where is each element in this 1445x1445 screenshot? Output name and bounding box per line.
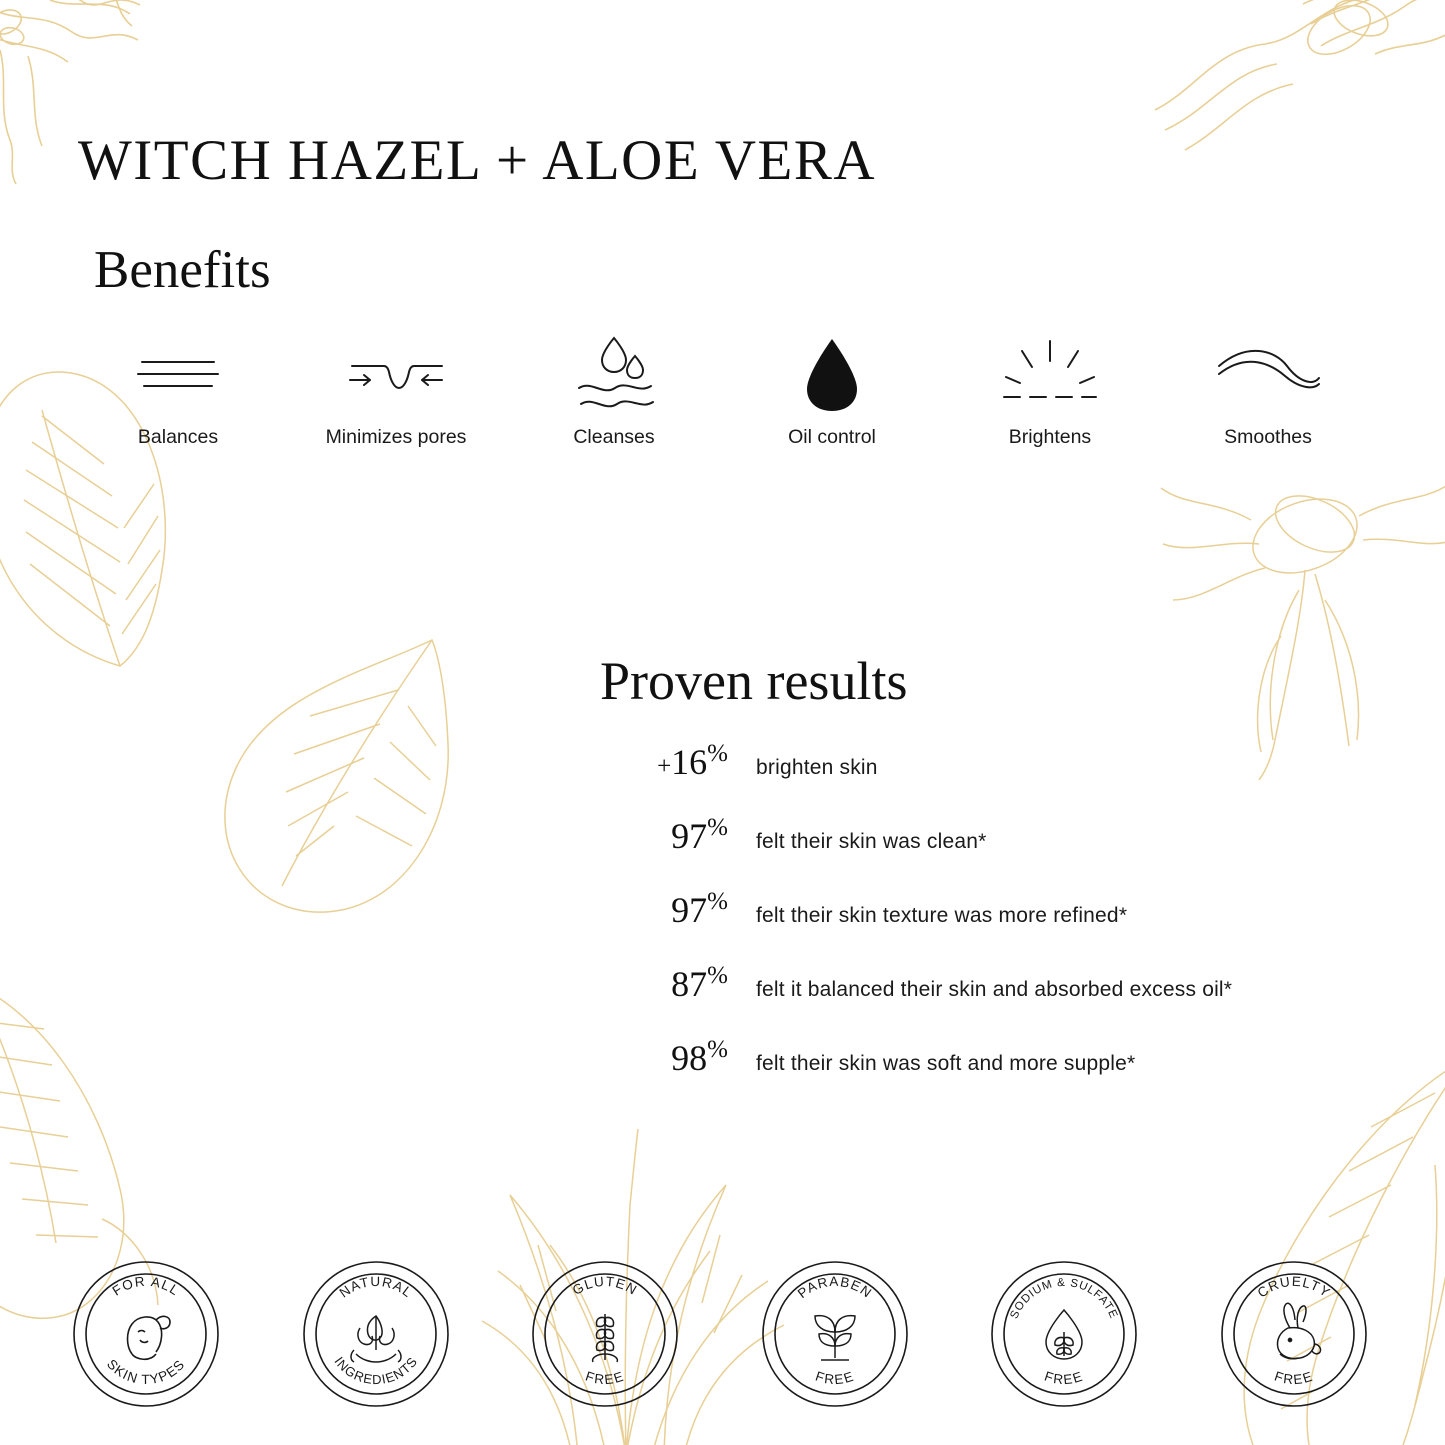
svg-text:FREE — [1043, 1368, 1086, 1387]
badge-top-text: CRUELTY — [1254, 1273, 1334, 1301]
result-text: felt their skin was clean* — [756, 830, 987, 853]
badge-natural-ingredients — [300, 1258, 452, 1410]
badge-top-text: PARABEN — [794, 1273, 875, 1302]
wheat-icon — [593, 1314, 618, 1362]
badge-top-text: GLUTEN — [570, 1273, 641, 1298]
result-unit: % — [707, 888, 728, 915]
proven-results-heading: Proven results — [600, 651, 908, 711]
svg-text:INGREDIENTS — [331, 1354, 420, 1387]
result-value: 87 — [671, 964, 708, 1004]
badge-bottom-text: FREE — [1042, 1368, 1086, 1388]
result-unit: % — [707, 814, 728, 841]
smooth-wave-icon — [1213, 330, 1323, 418]
result-text: felt their skin texture was more refined* — [756, 904, 1128, 927]
benefit-label: Balances — [137, 426, 219, 448]
benefit-label: Smoothes — [1224, 426, 1312, 448]
badge-bottom-text: FREE — [1272, 1368, 1316, 1388]
face-icon — [128, 1316, 171, 1359]
result-value: 97 — [671, 890, 708, 930]
hands-plant-icon — [351, 1316, 401, 1362]
benefit-item — [1168, 330, 1368, 449]
result-stat — [588, 1036, 756, 1079]
result-unit: % — [707, 1036, 728, 1063]
leaf-decoration-left-lower — [190, 620, 480, 940]
page-title: WITCH HAZEL + ALOE VERA — [78, 129, 877, 192]
result-text: felt it balanced their skin and absorbed excess oil* — [756, 978, 1233, 1001]
badge-top-text: SODIUM & SULFATE — [1008, 1276, 1120, 1321]
result-unit: % — [707, 740, 728, 767]
badge-top-text: FOR ALL — [109, 1273, 183, 1299]
benefits-row — [78, 330, 1368, 449]
result-stat — [588, 888, 756, 931]
droplet-leaf-icon — [1046, 1310, 1082, 1359]
svg-text:FREE — [1273, 1368, 1316, 1387]
sunrise-icon — [1000, 330, 1100, 418]
badge-gluten-free — [529, 1258, 681, 1410]
rabbit-icon — [1277, 1303, 1320, 1358]
svg-text:FREE — [584, 1368, 627, 1387]
benefit-label: Brightens — [1008, 426, 1092, 448]
pore-minimize-icon — [346, 330, 446, 418]
badge-paraben-free — [759, 1258, 911, 1410]
result-stat — [588, 962, 756, 1005]
badge-bottom-text: INGREDIENTS — [331, 1353, 421, 1388]
svg-text:CRUELTY — [1255, 1274, 1334, 1301]
benefit-item — [296, 330, 496, 449]
badge-for-all-skin-types — [70, 1258, 222, 1410]
badge-sodium-sulfate-free — [988, 1258, 1140, 1410]
result-value: 97 — [671, 816, 708, 856]
balance-lines-icon — [134, 330, 222, 418]
benefit-item — [732, 330, 932, 449]
witch-hazel-branch-decoration-right — [1155, 440, 1445, 780]
badge-bottom-text: SKIN TYPES — [103, 1356, 189, 1388]
svg-text:FREE — [813, 1368, 856, 1387]
result-text: felt their skin was soft and more supple* — [756, 1052, 1136, 1075]
benefit-item — [78, 330, 278, 449]
result-row — [588, 740, 1388, 784]
benefit-label: Oil control — [788, 426, 876, 448]
result-row — [588, 888, 1388, 932]
badge-cruelty-free — [1218, 1258, 1370, 1410]
benefit-label: Minimizes pores — [325, 426, 467, 448]
benefits-heading: Benefits — [94, 241, 271, 299]
svg-text:PARABEN — [795, 1274, 875, 1301]
water-drops-icon — [569, 330, 659, 418]
result-stat — [588, 814, 756, 857]
benefit-label: Cleanses — [573, 426, 655, 448]
result-stat — [588, 740, 756, 783]
proven-results-list — [588, 740, 1388, 1110]
leaf-icon — [815, 1316, 855, 1360]
svg-text:SKIN TYPES — [104, 1356, 188, 1387]
badge-top-text: NATURAL — [336, 1273, 416, 1301]
certification-badges-row — [70, 1258, 1370, 1410]
witch-hazel-flower-decoration-top-right — [1125, 0, 1445, 190]
oil-drop-icon — [797, 330, 867, 418]
svg-text:SODIUM & SULFATE — [1009, 1277, 1120, 1321]
benefit-item — [514, 330, 714, 449]
result-text: brighten skin — [756, 756, 878, 779]
result-value: 98 — [671, 1038, 708, 1078]
result-value: 16 — [671, 742, 708, 782]
badge-bottom-text: FREE — [813, 1368, 857, 1388]
result-row — [588, 1036, 1388, 1080]
result-row — [588, 962, 1388, 1006]
svg-text:FOR ALL — [110, 1274, 183, 1299]
benefit-item — [950, 330, 1150, 449]
svg-text:NATURAL — [336, 1274, 415, 1301]
result-row — [588, 814, 1388, 858]
badge-bottom-text: FREE — [583, 1368, 627, 1388]
result-unit: % — [707, 962, 728, 989]
result-prefix: + — [657, 753, 672, 780]
svg-text:GLUTEN — [570, 1274, 640, 1298]
